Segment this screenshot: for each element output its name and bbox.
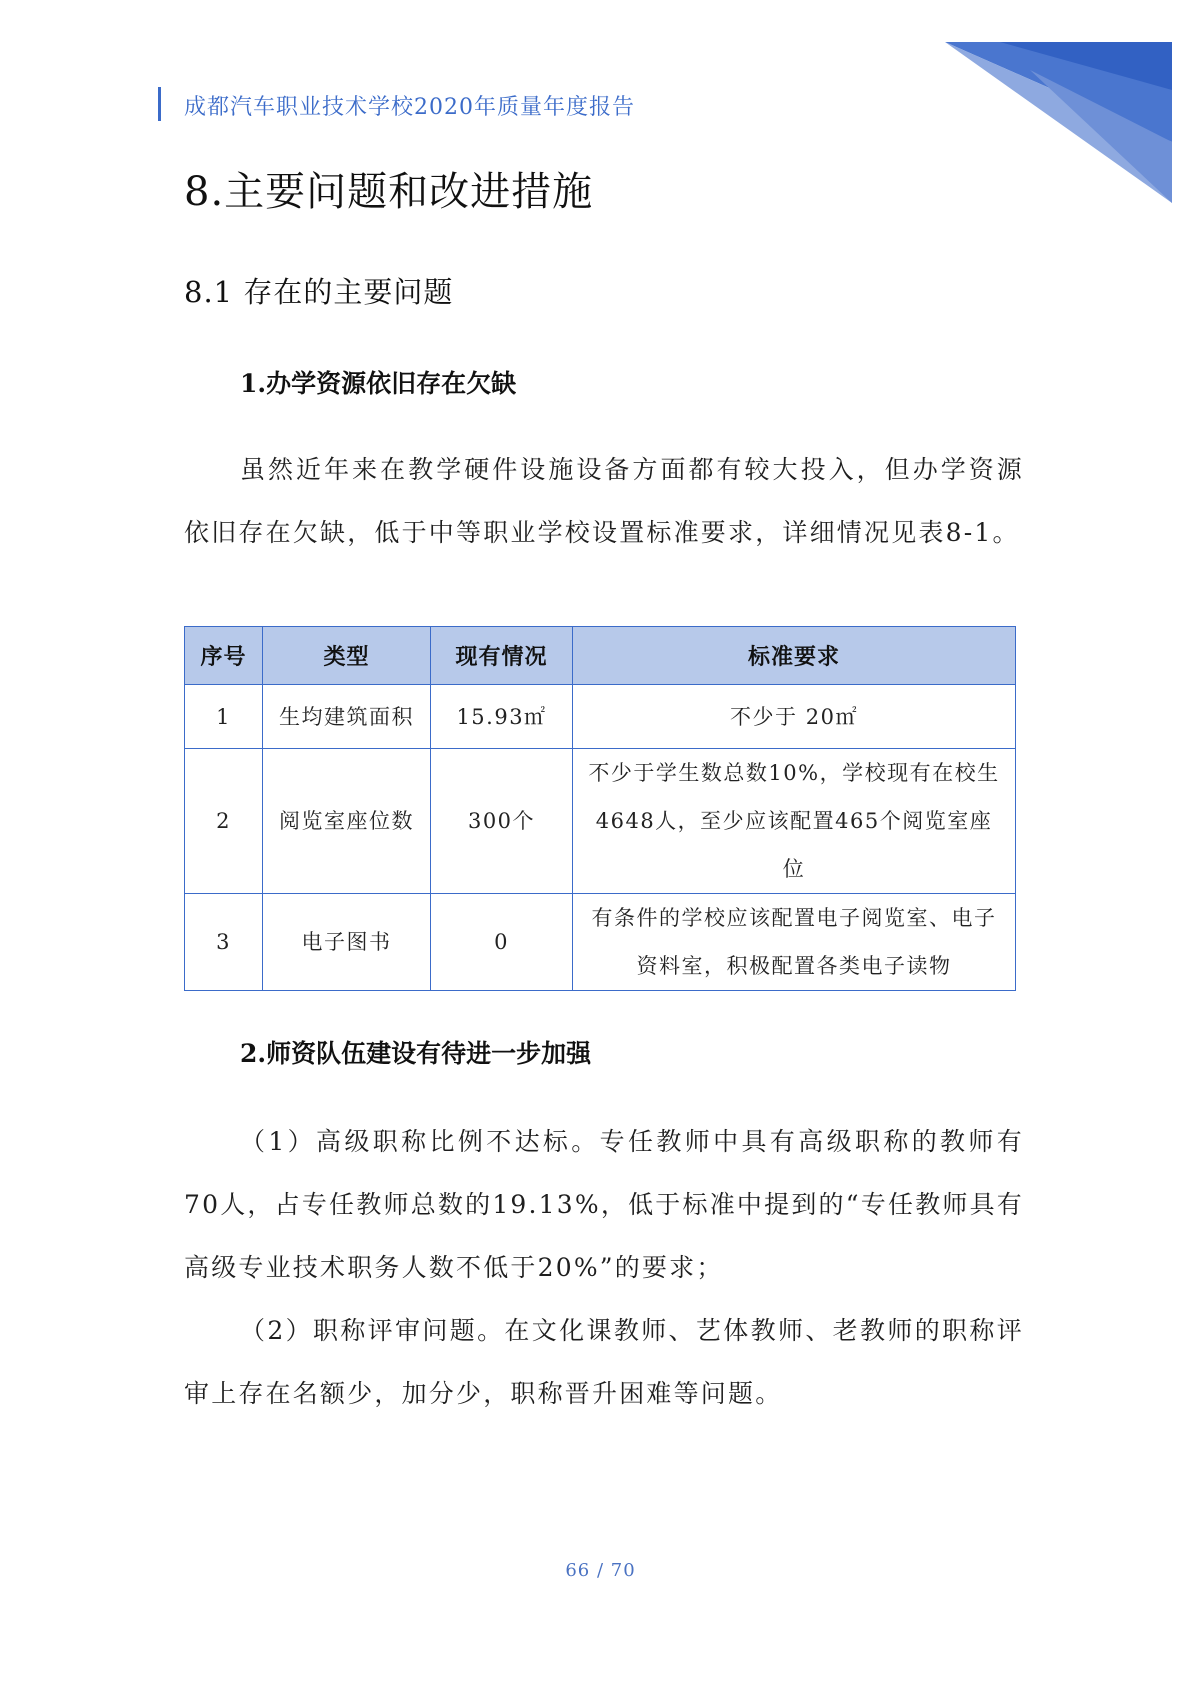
table-row <box>185 685 1016 749</box>
cell-current: 15.93㎡ <box>431 685 573 749</box>
item2-heading: 2.师资队伍建设有待进一步加强 <box>240 1039 592 1068</box>
th-no: 序号 <box>185 627 263 685</box>
cell-type: 电子图书 <box>263 894 431 991</box>
subsection-title: 8.1 存在的主要问题 <box>184 275 454 309</box>
cell-standard: 有条件的学校应该配置电子阅览室、电子资料室，积极配置各类电子读物 <box>573 894 1016 991</box>
header-title: 成都汽车职业技术学校2020年质量年度报告 <box>184 95 635 120</box>
table-row <box>185 749 1016 894</box>
cell-type: 生均建筑面积 <box>263 685 431 749</box>
requirements-table <box>184 626 1016 991</box>
page-number: 66 / 70 <box>565 1560 636 1581</box>
cell-current: 300个 <box>431 749 573 894</box>
cell-current: 0 <box>431 894 573 991</box>
table-header-row <box>185 627 1016 685</box>
th-standard: 标准要求 <box>573 627 1016 685</box>
th-type: 类型 <box>263 627 431 685</box>
item1-heading: 1.办学资源依旧存在欠缺 <box>240 369 517 398</box>
cell-no: 2 <box>185 749 263 894</box>
cell-no: 1 <box>185 685 263 749</box>
header-accent-bar <box>158 87 161 121</box>
th-current: 现有情况 <box>431 627 573 685</box>
item2-paragraph-1: （1）高级职称比例不达标。专任教师中具有高级职称的教师有70人，占专任教师总数的19.13%，低于标准中提到的“专任教师具有高级专业技术职务人数不低于20%”的要求； <box>184 1127 1024 1282</box>
cell-standard: 不少于学生数总数10%，学校现有在校生4648人，至少应该配置465个阅览室座位 <box>573 749 1016 894</box>
cell-no: 3 <box>185 894 263 991</box>
item2-paragraph-2: （2）职称评审问题。在文化课教师、艺体教师、老教师的职称评审上存在名额少，加分少，职称晋升困难等问题。 <box>184 1316 1024 1408</box>
section-title: 8.主要问题和改进措施 <box>184 169 594 215</box>
cell-standard: 不少于 20㎡ <box>573 685 1016 749</box>
table-row <box>185 894 1016 991</box>
item1-paragraph: 虽然近年来在教学硬件设施设备方面都有较大投入，但办学资源依旧存在欠缺，低于中等职业学校设置标准要求，详细情况见表8-1。 <box>184 455 1024 547</box>
cell-type: 阅览室座位数 <box>263 749 431 894</box>
